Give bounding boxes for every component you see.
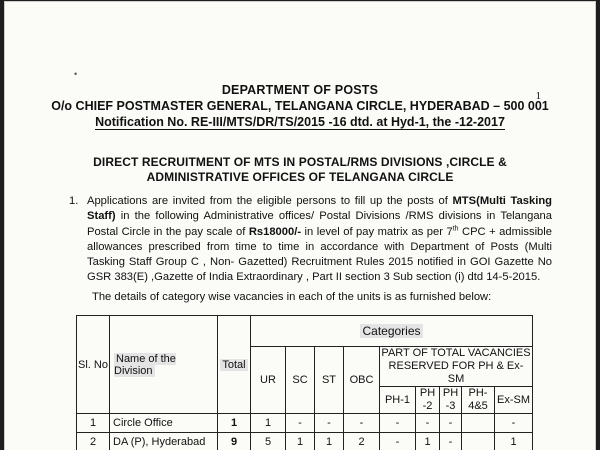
cell-sl: 2 xyxy=(77,433,110,450)
cell-exsm: 1 xyxy=(495,433,533,450)
cell-obc: - xyxy=(344,414,380,433)
header-ph1: PH-1 xyxy=(380,387,416,414)
header-part-of-total: PART OF TOTAL VACANCIES RESERVED FOR PH & Ex-SM xyxy=(381,347,531,385)
vacancy-table xyxy=(76,315,533,450)
title-line-1: DIRECT RECRUITMENT OF MTS IN POSTAL/RMS DIVISIONS ,CIRCLE & xyxy=(93,155,507,169)
cell-sc: 1 xyxy=(286,433,315,450)
table-row xyxy=(77,414,533,433)
header-division-name: Name of the Division xyxy=(110,316,218,414)
document-title xyxy=(5,155,595,185)
header-ur: UR xyxy=(251,347,286,414)
title-line-2: ADMINISTRATIVE OFFICES OF TELANGANA CIRCLE xyxy=(146,170,454,184)
cell-total: 9 xyxy=(218,433,251,450)
cell-exsm: - xyxy=(495,414,533,433)
cell-ph45 xyxy=(462,414,495,433)
table-row xyxy=(77,433,533,450)
paragraph-text-c: in level of pay matrix as per 7 xyxy=(301,225,453,238)
paragraph-1 xyxy=(69,194,552,286)
cell-ph2: 1 xyxy=(416,433,440,450)
superscript-th: th xyxy=(452,224,459,232)
department-name: DEPARTMENT OF POSTS xyxy=(221,83,379,97)
header-exsm: Ex-SM xyxy=(495,387,533,414)
cell-name: DA (P), Hyderabad xyxy=(110,433,218,450)
cell-st: - xyxy=(315,414,344,433)
header-sl-no: Sl. No xyxy=(77,316,110,414)
cell-ph45 xyxy=(462,433,495,450)
paragraph-text-d: CPC + admissible allowances prescribed from time to time in accordance with Department of Posts (Multi Tasking Staff Group C , Non- Gazetted) Recruitment Rules 2015 notified in GOI Gazette No GSR 383(E) ,Gazette of India Extraordinary , Part II section 3 Sub section (i) dtd 14-5-2015. xyxy=(87,225,552,284)
header-obc: OBC xyxy=(344,347,380,414)
office-name: O/o CHIEF POSTMASTER GENERAL, TELANGANA CIRCLE, HYDERABAD – 500 001 xyxy=(51,99,549,113)
cell-ur: 5 xyxy=(251,433,286,450)
details-line: The details of category wise vacancies in each of the units is as furnished below: xyxy=(92,291,492,303)
paragraph-text-a: Applications are invited from the eligible persons to fill up the posts of xyxy=(87,195,453,207)
paragraph-number: 1. xyxy=(69,195,79,207)
cell-ph2: - xyxy=(416,414,440,433)
document-page xyxy=(5,2,595,450)
page-number: 1 xyxy=(535,90,541,102)
header-sc: SC xyxy=(286,347,315,414)
header-ph2: PH -2 xyxy=(416,387,440,414)
cell-ph1: - xyxy=(380,414,416,433)
notification-number: Notification No. RE-III/MTS/DR/TS/2015 -16 dtd. at Hyd-1, the -12-2017 xyxy=(95,115,505,129)
cell-st: 1 xyxy=(315,433,344,450)
header-ph3: PH -3 xyxy=(440,387,462,414)
cell-ph1: - xyxy=(380,433,416,450)
cell-total: 1 xyxy=(218,414,251,433)
cell-sc: - xyxy=(286,414,315,433)
scan-speck: • xyxy=(74,69,78,79)
header-st: ST xyxy=(315,347,344,414)
cell-name: Circle Office xyxy=(110,414,218,433)
post-name: MTS(Multi Tasking Staff) xyxy=(87,195,552,223)
cell-sl: 1 xyxy=(77,414,110,433)
header-categories: Categories xyxy=(251,316,533,347)
header-ph45: PH- 4&5 xyxy=(462,387,495,414)
cell-ur: 1 xyxy=(251,414,286,433)
cell-ph3: - xyxy=(440,414,462,433)
letterhead xyxy=(5,82,595,130)
paragraph-text-b: in the following Administrative offices/ Postal Divisions /RMS divisions in Telangana Postal Circle in the pay scale of xyxy=(87,210,552,238)
cell-obc: 2 xyxy=(344,433,380,450)
header-total: Total xyxy=(218,316,251,414)
cell-ph3: - xyxy=(440,433,462,450)
pay-scale: Rs18000/- xyxy=(248,225,302,238)
